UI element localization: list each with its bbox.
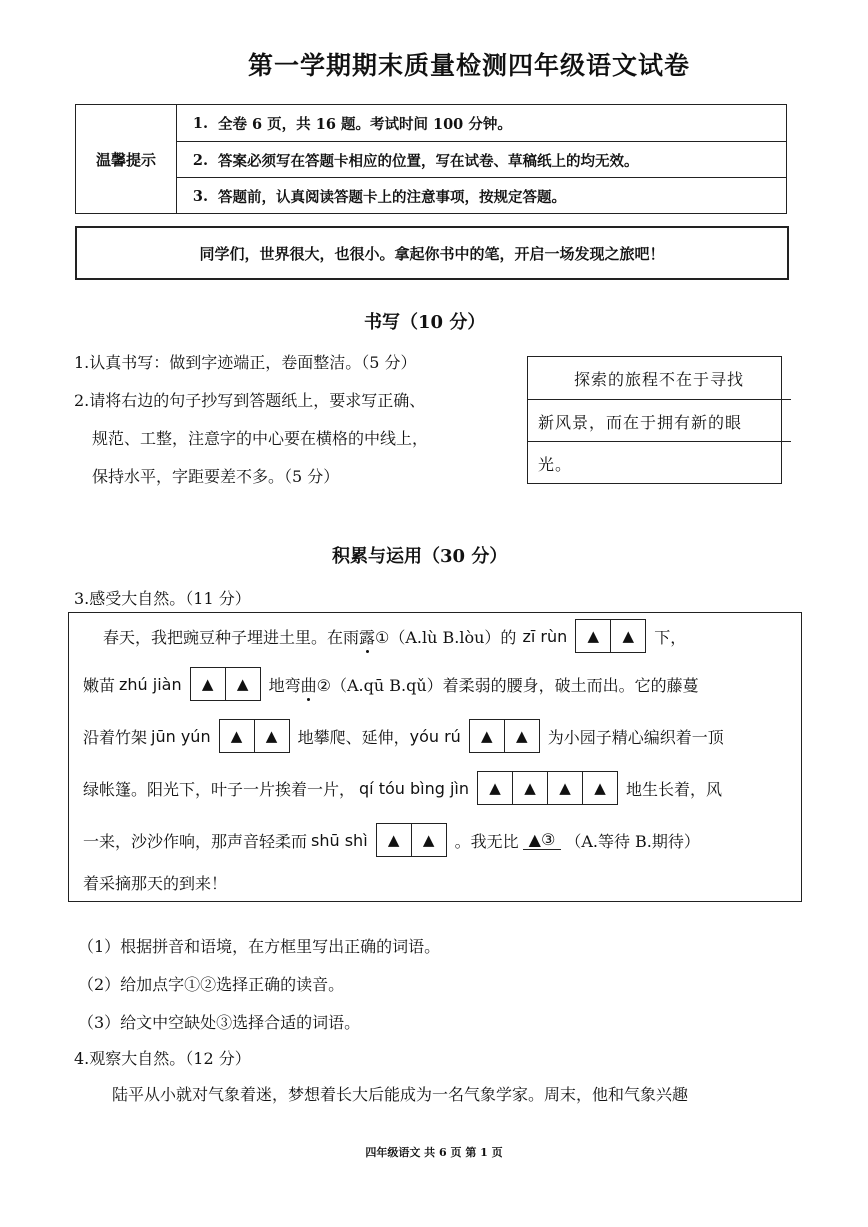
passage-line	[83, 667, 699, 701]
tips-label: 温馨提示	[76, 105, 177, 213]
passage-text: 为小园子精心编织着一顶	[547, 727, 724, 747]
question-2-line: 保持水平，字距要差不多。（5 分）	[92, 467, 340, 486]
passage-line	[83, 823, 700, 857]
pinyin: yóu rú	[409, 726, 461, 746]
question-1: 1.认真书写：做到字迹端正，卷面整洁。（5 分）	[74, 353, 417, 372]
answer-boxes[interactable]	[477, 771, 618, 805]
page-title: 第一学期期末质量检测四年级语文试卷	[248, 51, 691, 80]
tip-item	[176, 105, 786, 141]
sub-question: （2）给加点字①②选择正确的读音。	[78, 975, 345, 994]
question-3-title: 3.感受大自然。（11 分）	[74, 589, 251, 608]
pinyin: zī rùn	[522, 626, 568, 646]
passage-line	[83, 719, 724, 753]
pinyin: qí tóu bìng jìn	[359, 778, 470, 798]
answer-box[interactable]: ▲	[610, 620, 645, 652]
passage-text: 绿帐篷。阳光下，叶子一片挨着一片，	[83, 779, 356, 799]
passage-text: 沿着竹架	[83, 727, 148, 747]
passage-text: 春天，我把豌豆种子埋进土里。在雨	[103, 627, 360, 647]
passage-text: ②（A.qū B.qǔ）着柔弱的腰身，破土而出。它的藤蔓	[316, 675, 699, 695]
tips-box	[75, 104, 787, 214]
answer-box[interactable]: ▲	[225, 668, 260, 700]
question-4-text: 陆平从小就对气象着迷，梦想着长大后能成为一名气象学家。周末，他和气象兴趣	[112, 1085, 689, 1104]
greeting-box: 同学们，世界很大，也很小。拿起你书中的笔，开启一场发现之旅吧！	[75, 226, 789, 280]
copy-line: 探索的旅程不在于寻找	[574, 369, 745, 389]
passage-text: 地攀爬、延伸，	[297, 727, 410, 747]
tip-num: 2.	[192, 151, 208, 169]
answer-box[interactable]: ▲	[411, 824, 446, 856]
tip-item	[176, 177, 786, 214]
answer-box[interactable]: ▲	[254, 720, 289, 752]
question-2-line: 规范、工整，注意字的中心要在横格的中线上，	[92, 429, 429, 448]
copy-line: 新风景，而在于拥有新的眼	[528, 399, 791, 442]
tip-text: 答案必须写在答题卡相应的位置，写在试卷、草稿纸上的均无效。	[218, 152, 639, 170]
answer-box[interactable]: ▲	[512, 772, 547, 804]
passage-text: 地弯	[268, 675, 301, 695]
answer-box[interactable]: ▲	[481, 727, 493, 745]
pinyin: shū shì	[311, 830, 368, 850]
passage-text: 。我无比	[454, 831, 519, 851]
answer-boxes[interactable]	[190, 667, 261, 701]
sub-question: （1）根据拼音和语境，在方框里写出正确的词语。	[78, 937, 441, 956]
answer-box[interactable]: ▲	[547, 772, 582, 804]
section-title-writing: 书写（10 分）	[364, 312, 486, 333]
answer-boxes[interactable]	[376, 823, 447, 857]
tip-text: 全卷 6 页，共 16 题。考试时间 100 分钟。	[218, 115, 512, 133]
pinyin: zhú jiàn	[119, 674, 182, 694]
dotted-char: 露	[359, 625, 375, 648]
answer-box[interactable]: ▲	[387, 831, 400, 849]
section-title-accumulation: 积累与运用（30 分）	[332, 546, 508, 567]
tip-item	[176, 141, 786, 178]
passage-text: 嫩苗	[83, 675, 116, 695]
answer-boxes[interactable]	[219, 719, 290, 753]
answer-box[interactable]: ▲	[230, 727, 243, 745]
answer-box[interactable]: ▲	[201, 675, 214, 693]
question-2-line: 2.请将右边的句子抄写到答题纸上，要求写正确、	[74, 391, 426, 410]
answer-box[interactable]: ▲	[504, 720, 539, 752]
tip-num: 3.	[192, 187, 208, 205]
passage-text: 地生长着，风	[626, 779, 723, 799]
sub-question: （3）给文中空缺处③选择合适的词语。	[78, 1013, 361, 1032]
passage-line	[83, 619, 686, 653]
tip-num: 1.	[192, 114, 208, 132]
copy-line: 光。	[528, 441, 791, 484]
question-4-title: 4.观察大自然。（12 分）	[74, 1049, 251, 1068]
copy-sentence-box	[527, 356, 782, 484]
passage-line	[83, 771, 722, 805]
answer-box[interactable]: ▲	[489, 779, 501, 797]
passage-text: 一来，沙沙作响，那声音轻柔而	[83, 831, 308, 851]
pinyin: jūn yún	[151, 726, 211, 746]
passage-line: 着采摘那天的到来！	[83, 873, 228, 893]
answer-box[interactable]: ▲	[582, 772, 617, 804]
passage-text: （A.等待 B.期待）	[565, 831, 700, 851]
page-footer: 四年级语文 共 6 页 第 1 页	[365, 1146, 503, 1159]
answer-boxes[interactable]	[469, 719, 540, 753]
answer-box[interactable]: ▲	[587, 627, 599, 645]
dotted-char: 曲	[301, 673, 317, 696]
answer-boxes[interactable]	[575, 619, 646, 653]
passage-box	[68, 612, 802, 902]
passage-text: 下，	[654, 627, 687, 647]
tip-text: 答题前，认真阅读答题卡上的注意事项，按规定答题。	[218, 188, 566, 206]
fill-blank[interactable]: ▲③	[523, 830, 562, 850]
passage-text: ①（A.lù B.lòu）的	[375, 627, 517, 647]
